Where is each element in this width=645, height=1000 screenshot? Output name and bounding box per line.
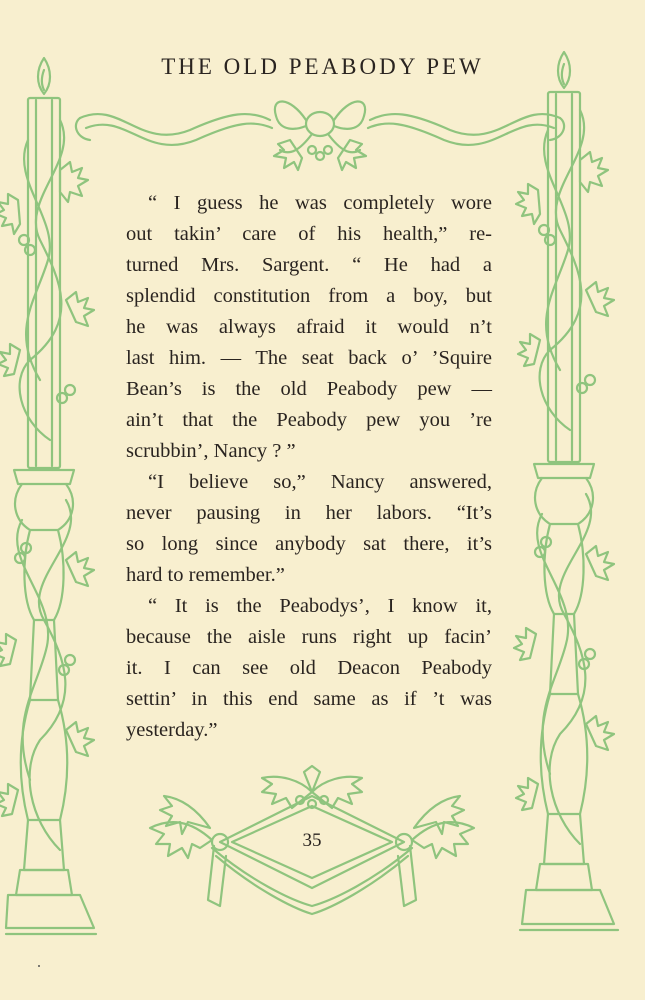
text-line: out takin’ care of his health,” re-: [126, 223, 492, 245]
text-line: settin’ in this end same as if ’t was: [126, 688, 492, 710]
top-ribbon-bow-ornament: [76, 101, 564, 170]
body-text: [126, 188, 492, 746]
text-line: never pausing in her labors. “It’s: [126, 502, 492, 524]
text-line: it. I can see old Deacon Peabody: [126, 657, 492, 679]
text-line: he was always afraid it would n’t: [126, 316, 492, 338]
page-number: 35: [302, 830, 322, 851]
running-head: THE OLD PEABODY PEW: [161, 54, 484, 79]
text-line: last him. — The seat back o’ ’Squire: [126, 347, 492, 369]
text-line: hard to remember.”: [126, 564, 285, 586]
text-line: splendid constitution from a boy, but: [126, 285, 492, 307]
left-candle-ornament: [0, 58, 96, 934]
text-line: Bean’s is the old Peabody pew —: [126, 378, 492, 400]
text-line: so long since anybody sat there, it’s: [126, 533, 492, 555]
text-line: “ I guess he was completely wore: [148, 192, 492, 214]
paper-speck: [38, 965, 40, 967]
text-line: scrubbin’, Nancy ? ”: [126, 440, 296, 462]
text-line: ain’t that the Peabody pew you ’re: [126, 409, 492, 431]
text-line: “ It is the Peabodys’, I know it,: [148, 595, 492, 617]
text-line: turned Mrs. Sargent. “ He had a: [126, 254, 492, 276]
right-candle-ornament: [514, 52, 618, 930]
text-line: because the aisle runs right up facin’: [126, 626, 492, 648]
text-line: yesterday.”: [126, 719, 218, 741]
text-line: “I believe so,” Nancy answered,: [148, 471, 492, 493]
